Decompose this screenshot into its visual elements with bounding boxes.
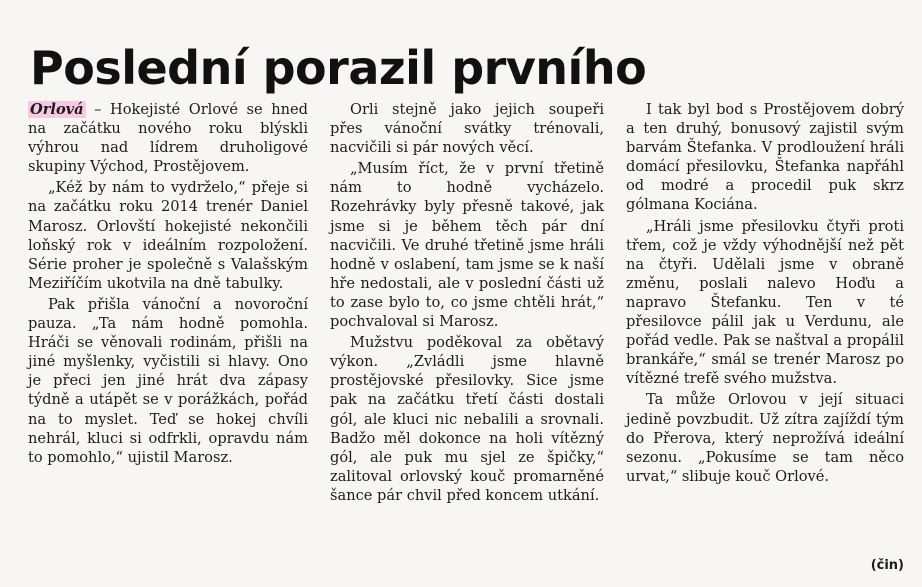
article-column-2 [330, 100, 604, 507]
paragraph: Mužstvu poděkoval za obětavý výkon. „Zvládli jsme hlavně prostějovské přesilovky. Sice jsme pak na začátku třetí části dostali gól, ale kluci nic nebalili a srovnali. Badžo měl dokonce na holi vítězný gól, ale puk mu sjel ze špičky,“ zalitoval orlovský kouč promarněné šance pár chvil před koncem utkání. [330, 334, 604, 504]
paragraph: Pak přišla vánoční a novoroční pauza. „Ta nám hodně pomohla. Hráči se věnovali rodinám, přišli na jiné myšlenky, vyčistili si hlavy. Ono je přeci jen jiné hrát dva zápasy týdně a utápět se v porážkách, pořád na to myslet. Teď se hokej chvíli nehrál, kluci si odfrkli, opravdu nám to pomohlo,“ ujistil Marosz. [28, 295, 308, 466]
paragraph: „Musím říct, že v první třetině nám to hodně vycházelo. Rozehrávky byly přesně takové, jak jsme si je během těch pár dní nacvičili. Ve druhé třetině jsme hráli hodně v oslabení, tam jsme se k naší hře nedostali, ale v poslední části už to zase bylo to, co jsme chtěli hrát,“ pochvaloval si Marosz. [330, 160, 604, 331]
paragraph: I tak byl bod s Prostějovem dobrý a ten druhý, bonusový zajistil svým barvám Štefanka. V prodloužení hráli domácí přesilovku, Štefanka napřáhl od modré a procedil puk skrz gólmana Kociána. [626, 101, 904, 214]
paragraph [28, 100, 308, 176]
paragraph: „Hráli jsme přesilovku čtyři proti třem, což je vždy výhodnější než pět na čtyři. Udělali jsme v obraně změnu, poslali nalevo Hoďu a napravo Štefanku. Ten v té přesilovce pálil jak u Verdunu, ale pořád vedle. Pak se naštval a propálil brankáře,“ smál se trenér Marosz po vítězné trefě svého mužstva. [626, 217, 904, 388]
paragraph: Orli stejně jako jejich soupeři přes vánoční svátky trénovali, nacvičili si pár nových věcí. [330, 101, 604, 157]
dateline-dash: – [85, 101, 111, 118]
headline: Poslední porazil prvního [30, 40, 647, 95]
article-column-3 [626, 100, 904, 488]
author-signature: (čin) [870, 558, 904, 573]
paragraph: Ta může Orlovou v její situaci jedině povzbudit. Už zítra zajíždí tým do Přerova, který neprožívá ideální sezonu. „Pokusíme se tam něco urvat,“ slibuje kouč Orlové. [626, 391, 904, 485]
article-column-1 [28, 100, 308, 469]
dateline: Orlová [30, 101, 84, 118]
paragraph-text: Hokejisté Orlové se hned na začátku nového roku blýskli výhrou nad lídrem druholigové skupiny Východ, Prostějovem. [28, 101, 308, 176]
paragraph: „Kéž by nám to vydrželo,“ přeje si na začátku roku 2014 trenér Daniel Marosz. Orlovští hokejisté nekončili loňský rok v ideálním rozpoložení. Série proher je společně s Valašským Meziříčím ukotvila na dně tabulky. [28, 179, 308, 292]
